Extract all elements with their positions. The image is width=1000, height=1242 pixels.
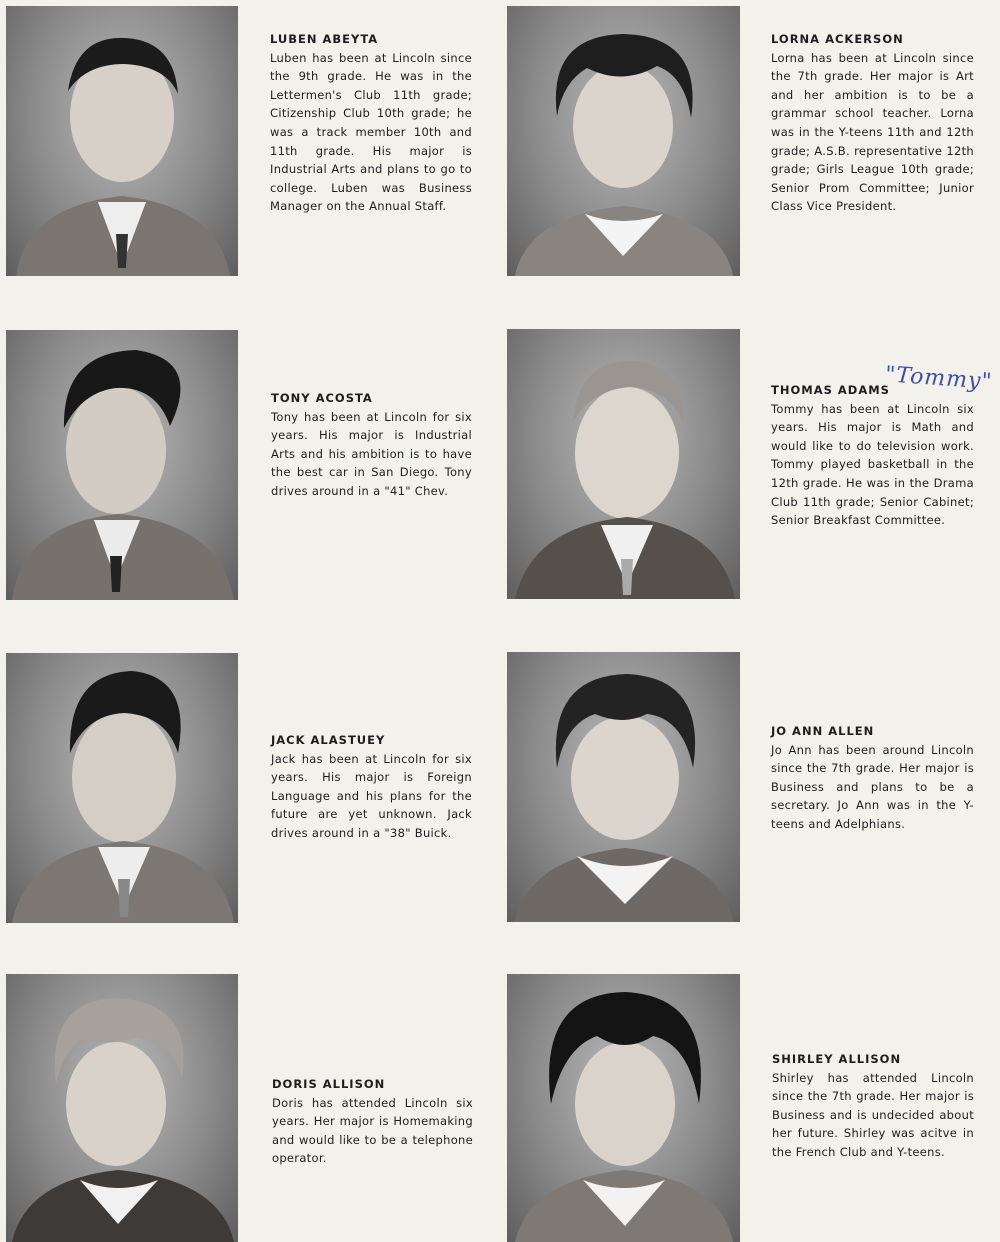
student-bio-shirley-allison xyxy=(772,1050,974,1162)
male-portrait-icon xyxy=(6,653,238,923)
portrait-photo-shirley-allison xyxy=(507,974,740,1242)
student-name: SHIRLEY ALLISON xyxy=(772,1052,902,1066)
student-name: JO ANN ALLEN xyxy=(771,724,875,738)
student-bio-tony-acosta xyxy=(271,389,472,501)
student-bio-text: Tony has been at Lincoln for six years. His major is Industrial Arts and his ambition is to have the best car in San Diego. Tony drives around in a "41" Chev. xyxy=(271,409,472,498)
student-bio-luben-abeyta xyxy=(270,30,472,216)
student-bio-text: Doris has attended Lincoln six years. Her major is Homemaking and would like to be a telephone operator. xyxy=(272,1095,473,1166)
student-name: JACK ALASTUEY xyxy=(271,733,386,747)
female-portrait-icon xyxy=(507,652,740,922)
student-bio-text: Jo Ann has been around Lincoln since the 7th grade. Her major is Business and plans to be a secretary. Jo Ann was in the Y-teens and Adelphians. xyxy=(771,742,974,831)
student-bio-thomas-adams xyxy=(771,381,974,530)
male-portrait-icon xyxy=(6,6,238,276)
female-portrait-icon xyxy=(507,974,740,1242)
handwritten-nickname: "Tommy" xyxy=(884,362,994,395)
portrait-photo-tony-acosta xyxy=(6,330,238,600)
student-bio-text: Shirley has attended Lincoln since the 7th grade. Her major is Business and is undecided about her future. Shirley was acitve in the French Club and Y-teens. xyxy=(772,1070,974,1159)
student-name: LUBEN ABEYTA xyxy=(270,32,379,46)
female-portrait-icon xyxy=(507,6,740,276)
portrait-photo-doris-allison xyxy=(6,974,238,1242)
portrait-photo-lorna-ackerson xyxy=(507,6,740,276)
portrait-photo-thomas-adams xyxy=(507,329,740,599)
portrait-photo-luben-abeyta xyxy=(6,6,238,276)
student-bio-text: Luben has been at Lincoln since the 9th grade. He was in the Lettermen's Club 11th grade; Citizenship Club 10th grade; he was a track member 10th and 11th grade. His major is Industrial Arts and plans to go to college. Luben was Business Manager on the Annual Staff. xyxy=(270,50,472,214)
male-portrait-icon xyxy=(507,329,740,599)
student-name: THOMAS ADAMS xyxy=(771,383,890,397)
student-bio-lorna-ackerson xyxy=(771,30,974,216)
portrait-photo-jack-alastuey xyxy=(6,653,238,923)
student-bio-text: Tommy has been at Lincoln six years. His major is Math and would like to do television work. Tommy played basketball in the 12th grade. He was in the Drama Club 11th grade; Senior Cabinet; Senior Breakfast Committee. xyxy=(771,401,974,528)
portrait-photo-jo-ann-allen xyxy=(507,652,740,922)
student-name: DORIS ALLISON xyxy=(272,1077,386,1091)
student-bio-doris-allison xyxy=(272,1075,473,1168)
student-bio-jo-ann-allen xyxy=(771,722,974,834)
student-bio-jack-alastuey xyxy=(271,731,472,843)
student-bio-text: Jack has been at Lincoln for six years. His major is Foreign Language and his plans for the future are yet unknown. Jack drives around in a "38" Buick. xyxy=(271,751,472,840)
student-bio-text: Lorna has been at Lincoln since the 7th grade. Her major is Art and her ambition is to be a grammar school teacher. Lorna was in the Y-teens 11th and 12th grade; A.S.B. representative 12th grade; Girls League 10th grade; Senior Prom Committee; Junior Class Vice President. xyxy=(771,50,974,214)
student-name: LORNA ACKERSON xyxy=(771,32,904,46)
female-portrait-icon xyxy=(6,974,238,1242)
student-name: TONY ACOSTA xyxy=(271,391,373,405)
male-portrait-icon xyxy=(6,330,238,600)
